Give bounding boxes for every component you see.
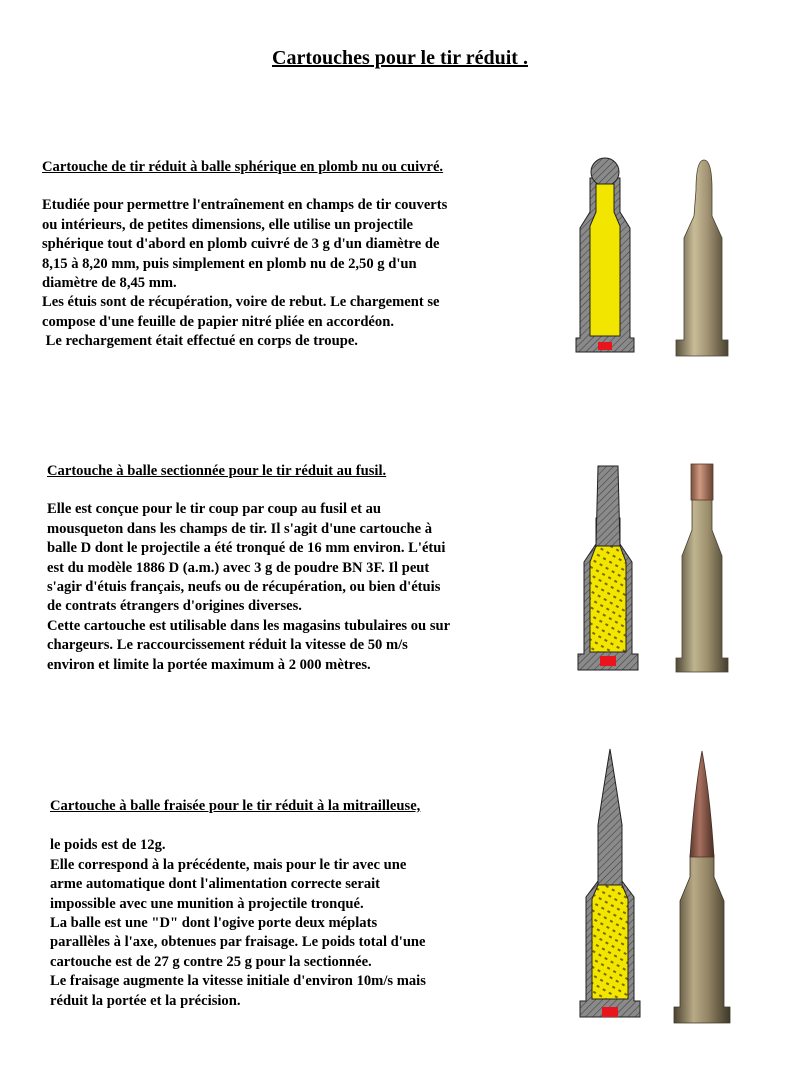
truncated-bullet [596,466,620,546]
section-spherical-ball [42,158,522,352]
text-line: arme automatique dont l'alimentation correcte serait [50,876,381,893]
text-line: cartouche est de 27 g contre 25 g pour la sectionnée. [50,953,372,970]
text-line: ou intérieurs, de petites dimensions, elle utilise un projectile [42,216,414,233]
text-line: Les étuis sont de récupération, voire de rebut. Le chargement se [42,294,440,311]
section-heading: Cartouche de tir réduit à balle sphérique en plomb nu ou cuivré. [42,159,444,175]
text-line: chargeurs. Le raccourcissement réduit la vitesse de 50 m/s [47,637,408,654]
text-line: sphérique tout d'abord en plomb cuivré de 3 g d'un diamètre de [42,236,440,253]
text-line: de contrats étrangers d'origines diverses. [47,598,302,615]
text-line: Elle correspond à la précédente, mais pour le tir avec une [50,856,407,873]
section-milled-ball [50,797,530,1011]
section-sectioned-ball [47,462,527,675]
text-line: compose d'une feuille de papier nitré pliée en accordéon. [42,313,394,330]
milled-bullet [598,749,622,885]
powder-charge [590,546,626,652]
text-line: Cette cartouche est utilisable dans les magasins tubulaires ou sur [47,617,451,634]
cartridge-photo-sectioned [664,458,744,676]
text-line: Le fraisage augmente la vitesse initiale d'environ 10m/s mais [50,973,426,990]
page-title: Cartouches pour le tir réduit . [272,47,528,69]
spherical-bullet [591,158,619,186]
text-line: réduit la portée et la précision. [50,992,241,1009]
section-heading: Cartouche à balle sectionnée pour le tir réduit au fusil. [47,463,387,479]
cartridge-photo-milled [664,745,744,1027]
text-line: impossible avec une munition à projectile tronqué. [50,895,364,912]
text-line: balle D dont le projectile a été tronqué de 16 mm environ. L'étui [47,540,446,557]
text-line: Le rechargement était effectué en corps de troupe. [42,333,358,350]
text-line: Elle est conçue pour le tir coup par coup au fusil et au [47,501,382,518]
text-line: le poids est de 12g. [50,837,166,854]
cartridge-cutaway-milled [574,745,654,1027]
text-line: mousqueton dans les champs de tir. Il s'agit d'une cartouche à [47,520,433,537]
section-heading: Cartouche à balle fraisée pour le tir réduit à la mitrailleuse, [50,798,421,814]
text-line: environ et limite la portée maximum à 2 000 mètres. [47,656,371,673]
primer [602,1007,618,1017]
text-line: est du modèle 1886 D (a.m.) avec 3 g de poudre BN 3F. Il peut [47,559,430,576]
powder-charge [592,885,628,999]
cartridge-photo-spherical [666,150,746,360]
text-line: La balle est une "D" dont l'ogive porte deux méplats [50,915,378,932]
text-line: s'agir d'étuis français, neufs ou de récupération, ou bien d'étuis [47,579,441,596]
text-line: diamètre de 8,45 mm. [42,275,177,292]
text-line: 8,15 à 8,20 mm, puis simplement en plomb nu de 2,50 g d'un [42,255,417,272]
cartridge-cutaway-sectioned [572,458,652,676]
text-line: Etudiée pour permettre l'entraînement en champs de tir couverts [42,197,448,214]
cartridge-cutaway-spherical [568,150,648,360]
text-line: parallèles à l'axe, obtenues par fraisage. Le poids total d'une [50,934,426,951]
primer [598,342,612,350]
primer [600,656,616,666]
